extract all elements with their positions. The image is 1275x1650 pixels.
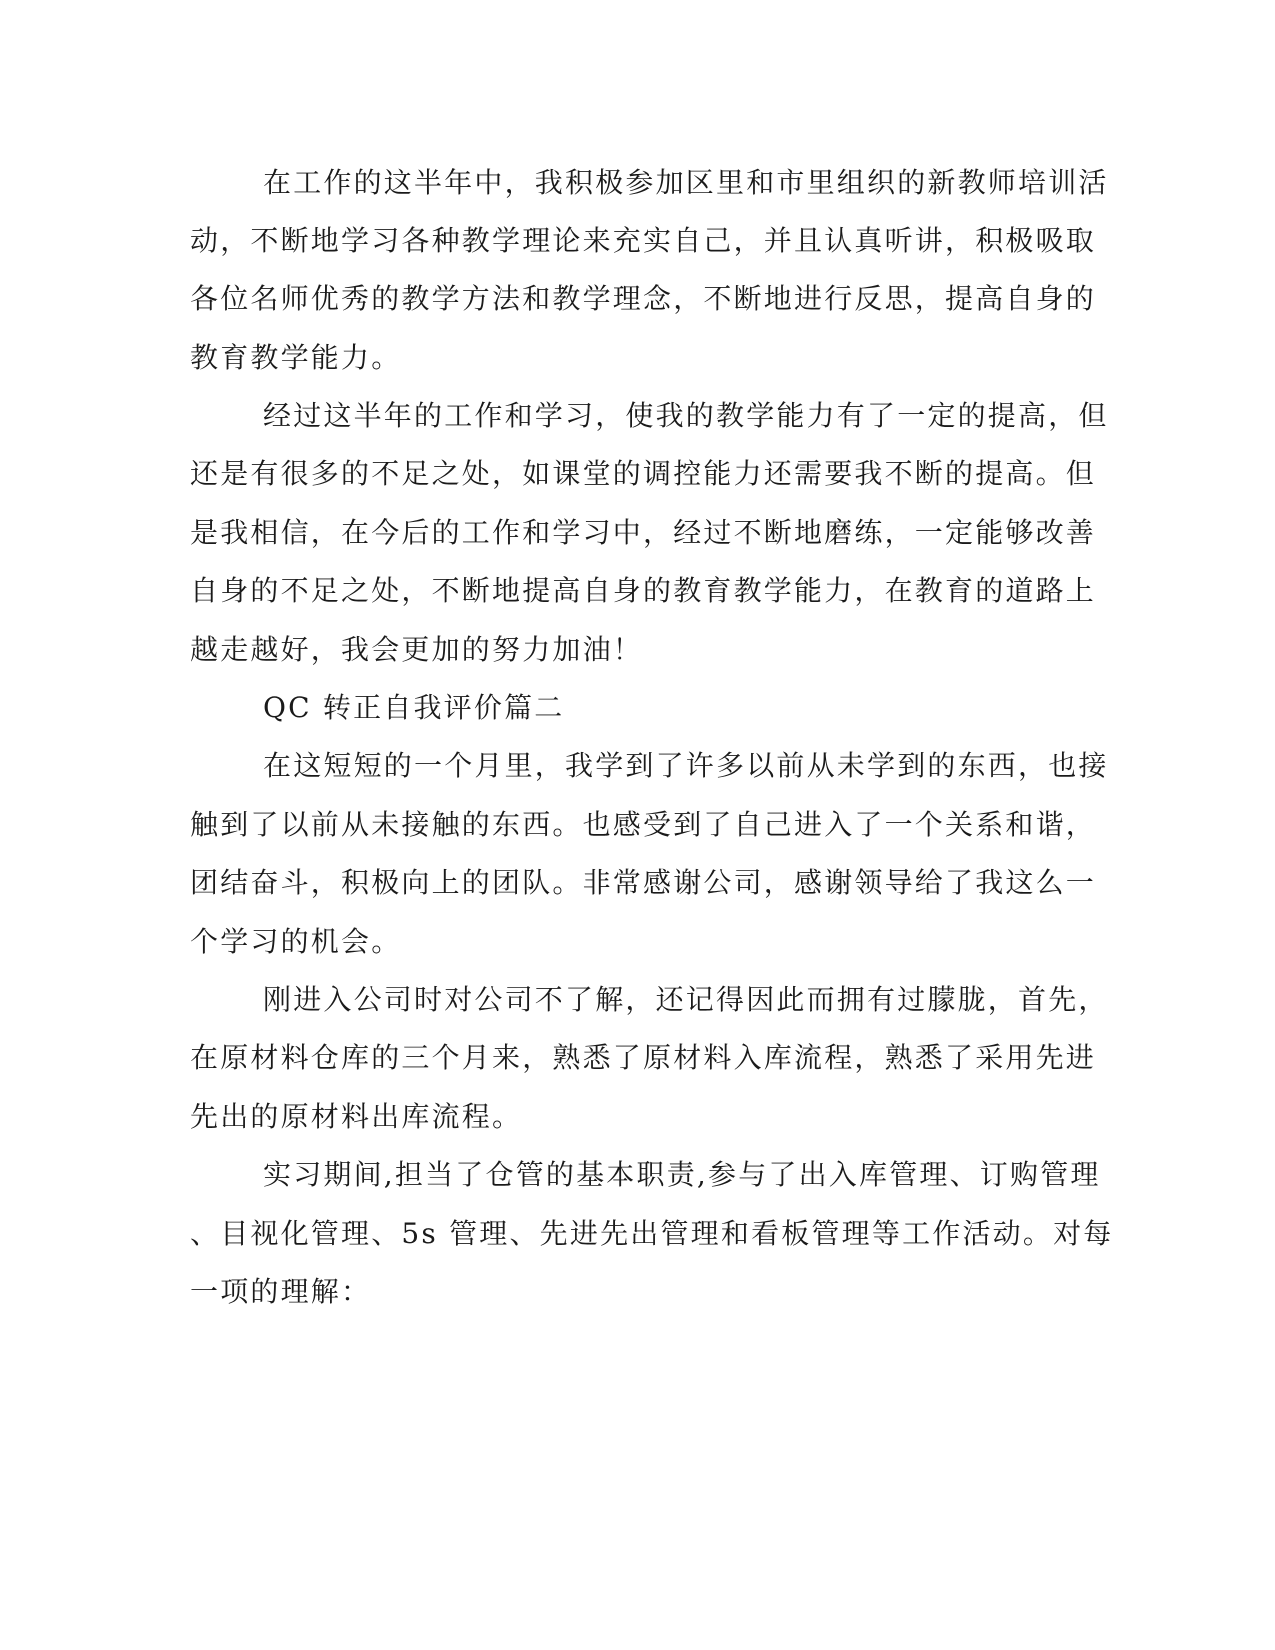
- text-line: 在原材料仓库的三个月来，熟悉了原材料入库流程，熟悉了采用先进: [190, 1041, 1097, 1074]
- text-line: 自身的不足之处，不断地提高自身的教育教学能力，在教育的道路上: [190, 574, 1097, 607]
- text-line: 实习期间,担当了仓管的基本职责,参与了出入库管理、订购管理: [263, 1158, 1101, 1191]
- text-line: 触到了以前从未接触的东西。也感受到了自己进入了一个关系和谐，: [190, 808, 1097, 841]
- text-line: 先出的原材料出库流程。: [190, 1100, 523, 1133]
- text-line: 经过这半年的工作和学习，使我的教学能力有了一定的提高，但: [263, 399, 1109, 432]
- text-line: 各位名师优秀的教学方法和教学理念，不断地进行反思，提高自身的: [190, 282, 1097, 315]
- text-line: 个学习的机会。: [190, 925, 402, 958]
- text-line: 动，不断地学习各种教学理论来充实自己，并且认真听讲，积极吸取: [190, 224, 1097, 257]
- text-line: 刚进入公司时对公司不了解，还记得因此而拥有过朦胧，首先，: [263, 983, 1109, 1016]
- text-line: 越走越好，我会更加的努力加油！: [190, 633, 644, 666]
- text-line: 团结奋斗，积极向上的团队。非常感谢公司，感谢领导给了我这么一: [190, 866, 1097, 899]
- text-line: 是我相信，在今后的工作和学习中，经过不断地磨练，一定能够改善: [190, 516, 1097, 549]
- text-line: 教育教学能力。: [190, 341, 402, 374]
- section-heading: QC 转正自我评价篇二: [263, 691, 565, 724]
- text-line: 在这短短的一个月里，我学到了许多以前从未学到的东西，也接: [263, 749, 1109, 782]
- text-line: 、目视化管理、5s 管理、先进先出管理和看板管理等工作活动。对每: [190, 1217, 1114, 1250]
- text-line: 在工作的这半年中，我积极参加区里和市里组织的新教师培训活: [263, 166, 1109, 199]
- text-line: 还是有很多的不足之处，如课堂的调控能力还需要我不断的提高。但: [190, 457, 1097, 490]
- text-line: 一项的理解：: [190, 1275, 372, 1308]
